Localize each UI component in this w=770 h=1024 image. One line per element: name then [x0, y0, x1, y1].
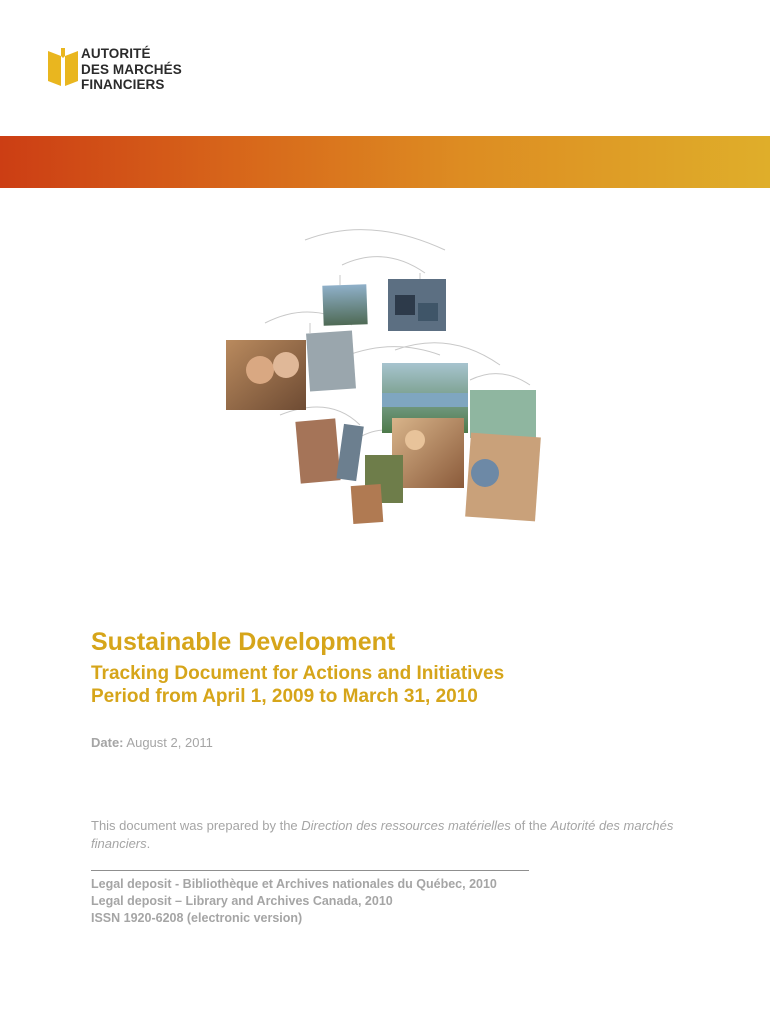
- document-date: [91, 735, 213, 750]
- logo-wordmark: [81, 46, 182, 93]
- date-value: August 2, 2011: [126, 735, 213, 750]
- photo-mobile-illustration: [220, 215, 550, 530]
- prepared-text-1: This document was prepared by the: [91, 818, 302, 833]
- document-title: Sustainable Development: [91, 628, 396, 656]
- prepared-department: Direction des ressources matérielles: [301, 818, 511, 833]
- logo-line-1: AUTORITÉ: [81, 46, 151, 61]
- prepared-by-statement: [91, 817, 691, 853]
- document-subtitle: [91, 662, 711, 708]
- legal-line-1: Legal deposit - Bibliothèque et Archives nationales du Québec, 2010: [91, 877, 497, 891]
- subtitle-line-1: Tracking Document for Actions and Initiatives: [91, 663, 505, 684]
- legal-line-3: ISSN 1920-6208 (electronic version): [91, 911, 303, 925]
- amf-logo: [48, 46, 188, 96]
- prepared-text-3: .: [146, 836, 151, 851]
- header-color-band: [0, 136, 770, 188]
- logo-line-3: FINANCIERS: [81, 77, 165, 92]
- subtitle-line-2: Period from April 1, 2009 to March 31, 2010: [91, 686, 478, 707]
- legal-line-2: Legal deposit – Library and Archives Canada, 2010: [91, 894, 393, 908]
- logo-line-2: DES MARCHÉS: [81, 61, 182, 77]
- prepared-organization: Autorité des marchés financiers: [91, 818, 674, 851]
- amf-book-logo-icon: [48, 48, 78, 86]
- date-label: Date:: [91, 735, 124, 750]
- prepared-text-2: of the: [510, 818, 551, 833]
- cover-title-block: [91, 626, 711, 708]
- legal-deposit-block: [91, 876, 531, 927]
- divider-line: [91, 870, 529, 871]
